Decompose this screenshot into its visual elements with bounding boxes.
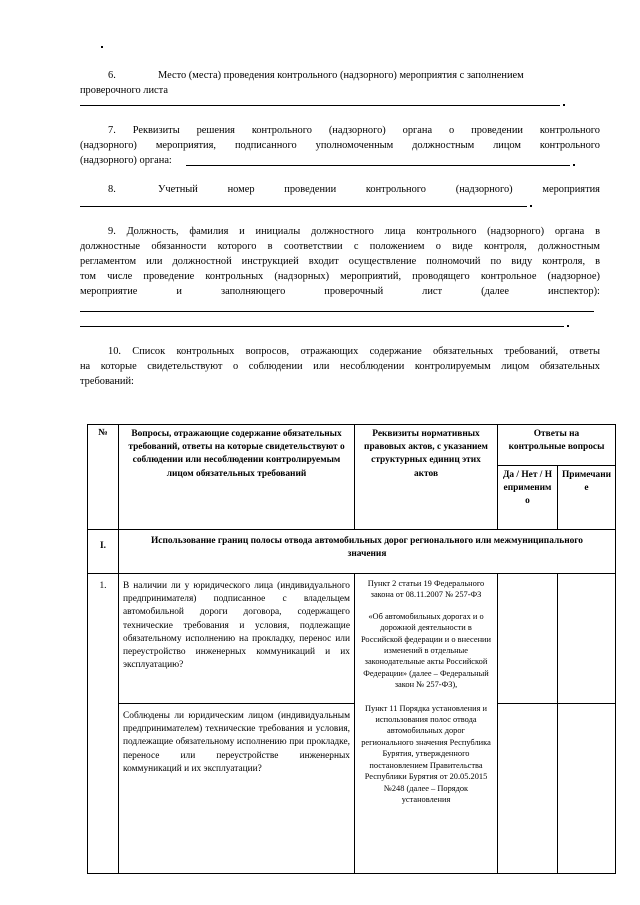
section-row-num: I. <box>88 530 119 574</box>
section-8-num: 8. <box>108 184 116 195</box>
section-7-blank-line[interactable] <box>186 165 570 166</box>
header-yes-no: Да / Нет / Неприменимо <box>498 466 558 530</box>
header-answers: Ответы на контрольные вопросы <box>498 425 616 466</box>
section-9-word: и <box>176 286 182 297</box>
header-num: № <box>88 425 119 530</box>
section-8-word: контрольного <box>365 184 426 195</box>
header-questions: Вопросы, отражающие содержание обязательных требований, ответы на которые свидетельствуют о соблюдении или несоблюдении контролируемым лицом обязательных требований <box>119 425 355 530</box>
section-7-line-3: (надзорного) органа: <box>80 155 172 166</box>
section-8-word: проведении <box>284 184 337 195</box>
section-9-line-2: должностные обязанности которого в соответствии с положением о виде контроля, должностным <box>80 241 600 252</box>
section-9-word: (далее <box>481 286 509 297</box>
section-8-word: Учетный <box>158 184 198 195</box>
section-6-text-cont: проверочного листа <box>80 85 168 96</box>
line-end-dot <box>573 164 575 166</box>
section-row-title: Использование границ полосы отвода автомобильных дорог регионального или межмуниципального значения <box>119 530 616 574</box>
section-10-line-2: на которые свидетельствуют о соблюдении или несоблюдении контролируемым лицом обязательных <box>80 361 600 372</box>
line-end-dot <box>563 104 565 106</box>
section-10-line-3: требований: <box>80 376 134 387</box>
requisites-1-part-1: Пункт 2 статьи 19 Федерального закона от 08.11.2007 № 257-ФЗ <box>367 579 485 600</box>
requisites-1-part-2: «Об автомобильных дорогах и о дорожной деятельности в Российской федерации и о внесении изменений в отдельные законодательные акты Российской Федерации» (далее – Федеральный закон № 257-ФЗ), <box>360 611 492 690</box>
section-9-blank-line-2[interactable] <box>80 326 564 327</box>
checklist-table <box>87 424 616 874</box>
answer-1-note[interactable] <box>558 574 616 704</box>
section-6-num: 6. <box>108 70 116 81</box>
answer-1-yes-no[interactable] <box>498 574 558 704</box>
section-8-word: номер <box>227 184 255 195</box>
line-end-dot <box>567 325 569 327</box>
row-1-num: 1. <box>88 574 119 874</box>
question-1: В наличии ли у юридического лица (индивидуального предпринимателя) подписанное с владельцем автомобильной дороги договора, содержащего технические требования и условия, подлежащие обязательному исполнению на прокладку, перенос или переустройство инженерных коммуникаций и их эксплуатацию? <box>119 574 355 704</box>
answer-2-yes-no[interactable] <box>498 704 558 874</box>
section-9-word: проверочный <box>324 286 384 297</box>
header-requisites: Реквизиты нормативных правовых актов, с указанием структурных единиц этих актов <box>355 425 498 530</box>
section-6-blank-line[interactable] <box>80 105 560 106</box>
section-9-line-3: регламентом или должностной инструкцией входит осуществление полномочий по виду контроля, в <box>80 256 600 267</box>
section-6-text: Место (места) проведения контрольного (надзорного) мероприятия с заполнением <box>158 70 524 81</box>
requisites-1-part-3: Пункт 11 Порядка установления и использования полос отвода автомобильных дорог регионального значения Республика Бурятия, утвержденного постановлением Правительства Республики Бурятия от 20.05.2015 №248 (далее – Порядок установления <box>361 703 491 804</box>
section-8-text <box>158 182 600 197</box>
section-9-word: лист <box>422 286 443 297</box>
section-9-word: мероприятие <box>80 286 138 297</box>
section-10-line-1: 10. Список контрольных вопросов, отражающих содержание обязательных требований, ответы <box>108 346 600 357</box>
scan-speck <box>101 46 103 48</box>
answer-2-note[interactable] <box>558 704 616 874</box>
line-end-dot <box>530 205 532 207</box>
section-8-word: (надзорного) <box>455 184 513 195</box>
section-8-word: мероприятия <box>542 184 600 195</box>
section-9-blank-line-1[interactable] <box>80 311 594 312</box>
header-note: Примечание <box>558 466 616 530</box>
section-9-line-5 <box>80 284 600 299</box>
section-9-line-1: 9. Должность, фамилия и инициалы должностного лица контрольного (надзорного) органа в <box>108 226 600 237</box>
requisites-1 <box>355 574 498 874</box>
section-8-blank-line[interactable] <box>80 206 527 207</box>
section-7-line-1: 7. Реквизиты решения контрольного (надзорного) органа о проведении контрольного <box>108 125 600 136</box>
section-9-line-4: том числе проведение контрольных (надзорных) мероприятий, проводящего контрольное (надзорное) <box>80 271 600 282</box>
section-9-word: заполняющего <box>220 286 286 297</box>
question-2: Соблюдены ли юридическим лицом (индивидуальным предпринимателем) технические требования и условия, подлежащие обязательному исполнению при прокладке, переносе или переустройстве инженерных коммуникаций и их эксплуатации? <box>119 704 355 874</box>
section-7-line-2: (надзорного) мероприятия, подписанного уполномоченным должностным лицом контрольного <box>80 140 600 151</box>
section-9-word: инспектор): <box>547 286 600 297</box>
